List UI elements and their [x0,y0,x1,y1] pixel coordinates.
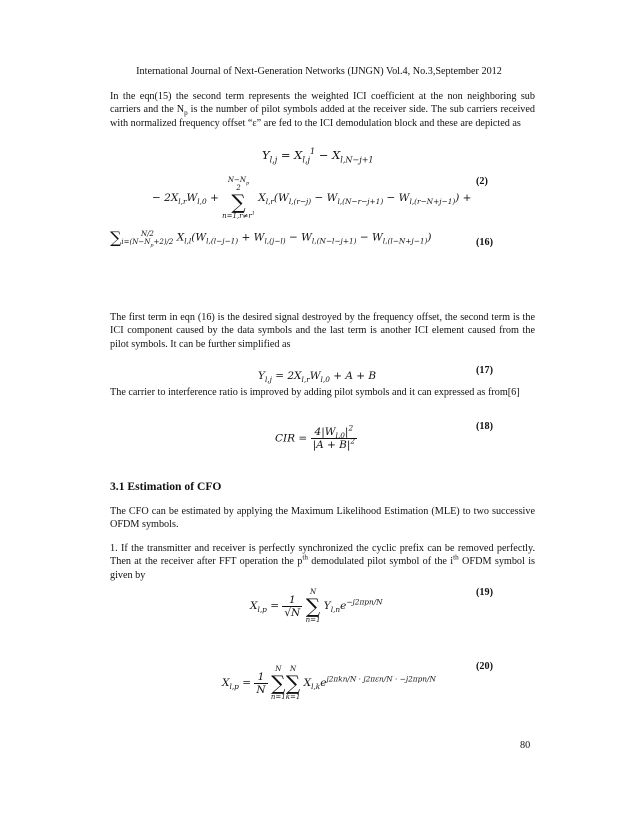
equation-number-19: (19) [476,587,493,598]
equation-20-body: $X_{l,p}$ = $\frac{1}{N}$ N ∑ n=1 N ∑ k=1 $X_{l,k}e^{j2\pi kn/N \cdot j2\pi\varepsilon n/N \cdot -j2\pi pn/N}$ [222,665,436,701]
p5-text-b: demodulated pilot symbol of the i [307,556,454,568]
journal-header: International Journal of Next-Generation Networks (IJNGN) Vol.4, No.3,September 2012 [136,66,502,77]
p1-subscript: p [184,109,188,118]
equation-2-body: − $2X_{l,r}W_{l,0}$ + $N-N_p$ 2 ∑ $n=1,r\ne r^1$ $X_{l,r}(W_{l,(r-j)} - W_{l,(N-r-j+1)} - W_{l,(r-N+j-1)})$ + [152,176,472,220]
paragraph-first-term: The first term in eqn (16) is the desired signal destroyed by the frequency offset, the second term is the ICI component caused by the data symbols and the last term is another ICI element caused from the pilot symbols. It can be further simplified as [110,312,535,350]
p5-superscript-1: th [302,553,308,562]
page-number: 80 [520,740,531,751]
paragraph-cfo-mle: The CFO can be estimated by applying the Maximum Likelihood Estimation (MLE) to two successive OFDM symbols. [110,506,535,531]
section-heading: 3.1 Estimation of CFO [110,480,222,493]
paragraph-cir: The carrier to interference ratio is improved by adding pilot symbols and it can expressed as from[6] [110,387,520,398]
equation-19-body: $X_{l,p}$ = $\frac{1}{√N}$ N ∑ n=1 $Y_{l,n}e^{-j2\pi pn/N}$ [250,588,383,624]
p5-text-a: 1. If the transmitter and receiver is perfectly synchronized the cyclic prefix can be removed perfectly. Then at the receiver after FFT operation the p [110,543,535,568]
equation-number-16: (16) [476,237,493,248]
p5-superscript-2: th [453,553,459,562]
equation-y-definition: $Y_{l,j} = X_{l,j}^1 - X_{l,N-j+1}$ [262,147,374,165]
equation-number-20: (20) [476,661,493,672]
equation-number-2: (2) [476,176,488,187]
paragraph-ici-intro [110,90,535,130]
equation-16-body: ∑ N/2 $i=(N-N_p+2)/2$ $X_{l,l}(W_{l,(l-j-1)} + W_{l,(j-l)} - W_{l,(N-l-j+1)} - W_{l,(l-N+j-1)})$ [110,228,432,248]
p1-text-a: In the eqn(15) the second term represents the weighted ICI coefficient at the non neighboring sub carriers and the N [110,91,535,116]
equation-18-body: CIR = $\frac{4|W_{l,0}|^2}{|A + B|^2}$ [275,423,356,451]
equation-number-18: (18) [476,421,493,432]
p1-text-b: is the number of pilot symbols added at the receiver side. The sub carriers received with normalized frequency offset “ε” are fed to the ICI demodulation block and these are depicted as [110,104,535,129]
equation-17-body: $Y_{l,j} = 2X_{l,r}W_{l,0} + A + B$ [258,370,377,385]
equation-number-17: (17) [476,365,493,376]
paragraph-synchronization [110,542,535,582]
p5-text-c: OFDM symbol is given by [110,556,536,581]
